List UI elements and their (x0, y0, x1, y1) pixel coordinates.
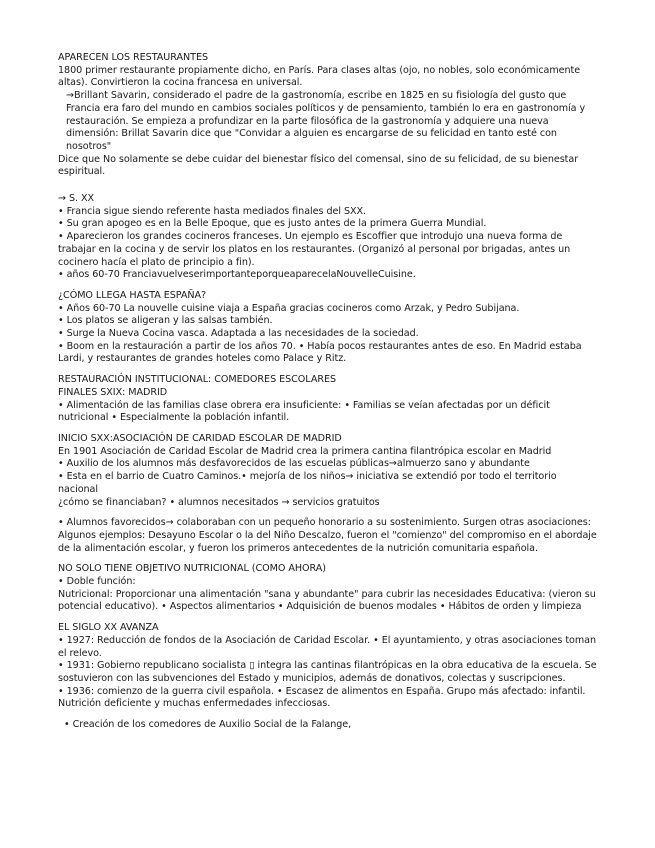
list-item: • Años 60-70 La nouvelle cuisine viaja a España gracias cocineros como Arzak, y Pedro Subijana. (58, 302, 520, 314)
section-objective (58, 563, 598, 614)
paragraph: Nutricional: Proporcionar una alimentación "sana y abundante" para cubrir las necesidades Educativa: (vieron su potencial educativo). • Aspectos alimentarios • Adquisición de buenos modales • Hábitos de orden y limpieza (58, 588, 596, 613)
list-item: • 1936: comienzo de la guerra civil española. • Escasez de alimentos en España. Grupo más afectado: infantil. Nutrición deficiente y muchas enfermedades infecciosas. (58, 685, 586, 710)
list-item: • Creación de los comedores de Auxilio Social de la Falange, (58, 719, 352, 731)
list-item: • Surge la Nueva Cocina vasca. Adaptada a las necesidades de la sociedad. (58, 328, 419, 340)
paragraph: ¿cómo se financiaban? • alumnos necesitados → servicios gratuitos (58, 496, 380, 508)
list-item: • Auxilio de los alumnos más desfavorecidos de las escuelas públicas→almuerzo sano y abundante (58, 458, 530, 470)
list-item: • 1927: Reducción de fondos de la Asociación de Caridad Escolar. • El ayuntamiento, y otras asociaciones toman el relevo. (58, 634, 597, 659)
list-item: • Doble función: (58, 576, 136, 588)
paragraph: Dice que No solamente se debe cuidar del bienestar físico del comensal, sino de su felicidad, de su bienestar espiritual. (58, 153, 579, 178)
list-item: • Francia sigue siendo referente hasta mediados finales del SXX. (58, 205, 367, 217)
section-institutional (58, 374, 598, 425)
section-charity (58, 433, 598, 509)
list-item: • Boom en la restauración a partir de los años 70. • Había pocos restaurantes antes de eso. En Madrid estaba Lardi, y restaurantes de grandes hoteles como Palace y Ritz. (58, 340, 582, 365)
heading-institutional: RESTAURACIÓN INSTITUCIONAL: COMEDORES ESCOLARES (58, 374, 337, 386)
heading-charity: INICIO SXX:ASOCIACIÓN DE CARIDAD ESCOLAR DE MADRID (58, 432, 342, 444)
section-century (58, 622, 598, 711)
list-item: • Aparecieron los grandes cocineros franceses. Un ejemplo es Escoffier que introdujo una nueva forma de trabajar en la cocina y de servir los platos en los restaurantes. (Organizó al personal por brigadas, antes un cocinero hacía el plato de principio a fin). (58, 231, 571, 268)
list-item: • Alimentación de las familias clase obrera era insuficiente: • Familias se veían afectadas por un déficit nutricional • Especialmente la población infantil. (58, 399, 550, 424)
list-item: • 1931: Gobierno republicano socialista ▯ integra las cantinas filantrópicas en la obra educativa de la escuela. Se sostuvieron con las subvenciones del Estado y municipios, además de donativos, colectas y suscripciones. (58, 660, 597, 684)
heading-restaurants: APARECEN LOS RESTAURANTES (58, 52, 209, 63)
list-item: • Los platos se aligeran y las salsas también. (58, 315, 273, 327)
subheading: FINALES SXIX: MADRID (58, 386, 168, 398)
section-sxx (58, 193, 598, 282)
paragraph: • Alumnos favorecidos→ colaboraban con un pequeño honorario a su sostenimiento. Surgen otras asociaciones: Algunos ejemplos: Desayuno Escolar o la del Niño Descalzo, fueron el "comienzo" del compromiso en el abordaje de la alimentación escolar, y fueron los primeros antecedentes de la nutrición comunitaria española. (58, 517, 597, 554)
section-spain (58, 290, 598, 366)
heading-sxx: → S. XX (58, 193, 95, 205)
section-restaurants (58, 52, 598, 179)
paragraph: 1800 primer restaurante propiamente dicho, en París. Para clases altas (ojo, no nobles, solo económicamente altas). Convirtieron la cocina francesa en universal. (58, 64, 581, 89)
document-page (58, 52, 598, 740)
heading-century: EL SIGLO XX AVANZA (58, 622, 159, 634)
section-falange (58, 719, 598, 732)
heading-objective: NO SOLO TIENE OBJETIVO NUTRICIONAL (COMO AHORA) (58, 563, 326, 575)
list-item: • Su gran apogeo es en la Belle Epoque, que es justo antes de la primera Guerra Mundial. (58, 218, 487, 230)
heading-spain: ¿CÓMO LLEGA HASTA ESPAÑA? (58, 289, 207, 301)
list-item: • años 60-70 FranciavuelveserimportanteporqueaparecelaNouvelleCuisine. (58, 269, 416, 281)
section-favored (58, 517, 598, 555)
list-item: • Esta en el barrio de Cuatro Caminos.• mejoría de los niños→ iniciativa se extendió por todo el territorio nacional (58, 471, 557, 495)
paragraph: En 1901 Asociación de Caridad Escolar de Madrid crea la primera cantina filantrópica escolar en Madrid (58, 445, 552, 457)
paragraph: →Brillant Savarin, considerado el padre de la gastronomía, escribe en 1825 en su fisiología del gusto que Francia era faro del mundo en cambios sociales políticos y de pensamiento, también lo era en gastronomía y restauración. Se empieza a profundizar en la parte filosófica de la gastronomía y adquiere una nueva dimensión: Brillat Savarin dice que "Convidar a alguien es encargarse de su felicidad en tanto esté con nosotros" (66, 90, 586, 152)
